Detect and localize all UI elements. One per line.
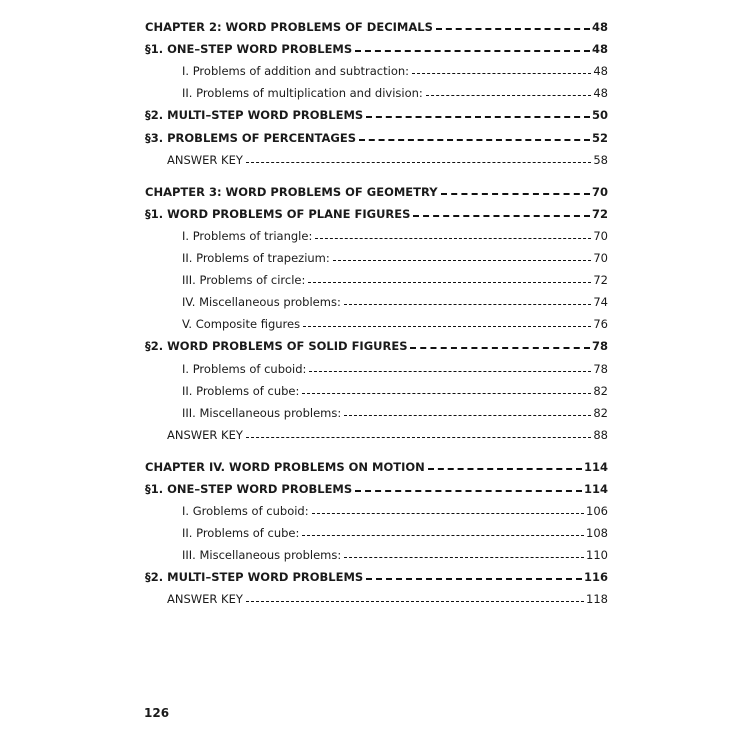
toc-entry-label: §2. WORD PROBLEMS OF SOLID FIGURES [145,339,408,354]
dot-leader [302,393,591,394]
toc-page-number: 114 [583,481,608,496]
dot-leader [246,162,591,163]
dot-leader [355,50,590,52]
toc-heading-entry [145,122,608,144]
toc-subentry [145,518,608,540]
toc-subentry [145,496,608,518]
toc-entry-label: II. Problems of cube: [182,526,300,541]
dot-leader [312,513,584,514]
toc-entry-label: III. Problems of circle: [182,273,306,288]
toc-subentry [145,540,608,562]
dot-leader [344,557,584,558]
toc-subentry [145,265,608,287]
toc-heading-entry [145,562,608,584]
toc-entry-label: II. Problems of trapezium: [182,251,330,266]
toc-page-number: 48 [593,64,608,79]
toc-page-number: 72 [591,206,608,221]
dot-leader [359,139,590,141]
toc-entry-label: III. Miscellaneous problems: [182,548,342,563]
toc-page-number: 106 [586,504,608,519]
dot-leader [309,371,591,372]
toc-page-number: 52 [591,130,608,145]
toc-entry-label: CHAPTER 2: WORD PROBLEMS OF DECIMALS [145,20,433,35]
dot-leader [303,326,591,327]
dot-leader [333,260,592,261]
dot-leader [344,415,591,416]
toc-page-number: 70 [593,251,608,266]
toc-page-number: 48 [591,20,608,35]
dot-leader [426,95,592,96]
toc-subentry [145,243,608,265]
toc-heading-entry [145,452,608,474]
section-gap [145,167,608,177]
dot-leader [308,282,591,283]
toc-page-number: 58 [593,152,608,167]
dot-leader [366,578,582,580]
dot-leader [246,437,591,438]
table-of-contents [145,12,608,606]
dot-leader [412,73,591,74]
dot-leader [355,490,582,492]
toc-heading-entry [145,331,608,353]
toc-page-number: 48 [591,42,608,57]
toc-entry-label: I. Groblems of cuboid: [182,504,309,519]
dot-leader [436,28,590,30]
dot-leader [413,215,590,217]
toc-answer-key-entry [145,584,608,606]
toc-entry-label: III. Miscellaneous problems: [182,405,342,420]
dot-leader [428,468,582,470]
toc-entry-label: II. Problems of multiplication and division: [182,86,423,101]
toc-page-number: 82 [593,383,608,398]
toc-entry-label: I. Problems of addition and subtraction: [182,64,410,79]
toc-page-number: 108 [586,526,608,541]
dot-leader [410,347,590,349]
toc-entry-label: ANSWER KEY [167,427,243,442]
toc-entry-label: §3. PROBLEMS OF PERCENTAGES [145,130,356,145]
toc-page-number: 70 [591,184,608,199]
toc-page-number: 72 [593,273,608,288]
dot-leader [344,304,592,305]
section-gap [145,442,608,452]
toc-subentry [145,78,608,100]
toc-heading-entry [145,12,608,34]
toc-page-number: 88 [593,427,608,442]
toc-entry-label: §2. MULTI–STEP WORD PROBLEMS [145,108,364,123]
toc-page-number: 76 [593,317,608,332]
toc-subentry [145,398,608,420]
dot-leader [441,193,590,195]
toc-entry-label: CHAPTER 3: WORD PROBLEMS OF GEOMETRY [145,184,438,199]
toc-entry-label: V. Composite figures [182,317,301,332]
toc-subentry [145,353,608,375]
toc-page-number: 118 [586,592,608,607]
toc-entry-label: I. Problems of triangle: [182,228,313,243]
toc-page-number: 82 [593,405,608,420]
toc-entry-label: ANSWER KEY [167,152,243,167]
toc-entry-label: CHAPTER IV. WORD PROBLEMS ON MOTION [145,459,425,474]
toc-page-number: 116 [583,570,608,585]
toc-answer-key-entry [145,145,608,167]
toc-subentry [145,56,608,78]
page-number: 126 [144,706,170,720]
toc-page-number: 78 [591,339,608,354]
toc-subentry [145,376,608,398]
toc-page-number: 70 [593,228,608,243]
toc-entry-label: ANSWER KEY [167,592,243,607]
toc-entry-label: I. Problems of cuboid: [182,361,307,376]
toc-subentry [145,309,608,331]
toc-entry-label: §1. ONE–STEP WORD PROBLEMS [145,42,353,57]
toc-entry-label: IV. Miscellaneous problems: [182,295,341,310]
toc-heading-entry [145,177,608,199]
dot-leader [315,238,591,239]
toc-page-number: 114 [583,459,608,474]
toc-heading-entry [145,34,608,56]
toc-page-number: 48 [593,86,608,101]
toc-entry-label: §1. WORD PROBLEMS OF PLANE FIGURES [145,206,411,221]
toc-page-number: 74 [593,295,608,310]
toc-entry-label: §2. MULTI–STEP WORD PROBLEMS [145,570,364,585]
toc-heading-entry [145,199,608,221]
dot-leader [366,116,590,118]
toc-heading-entry [145,474,608,496]
toc-answer-key-entry [145,420,608,442]
toc-page-number: 110 [586,548,608,563]
toc-subentry [145,221,608,243]
toc-subentry [145,287,608,309]
dot-leader [302,535,584,536]
toc-entry-label: II. Problems of cube: [182,383,300,398]
toc-entry-label: §1. ONE–STEP WORD PROBLEMS [145,481,353,496]
toc-heading-entry [145,100,608,122]
toc-page-number: 50 [591,108,608,123]
dot-leader [246,601,584,602]
toc-page-number: 78 [593,361,608,376]
